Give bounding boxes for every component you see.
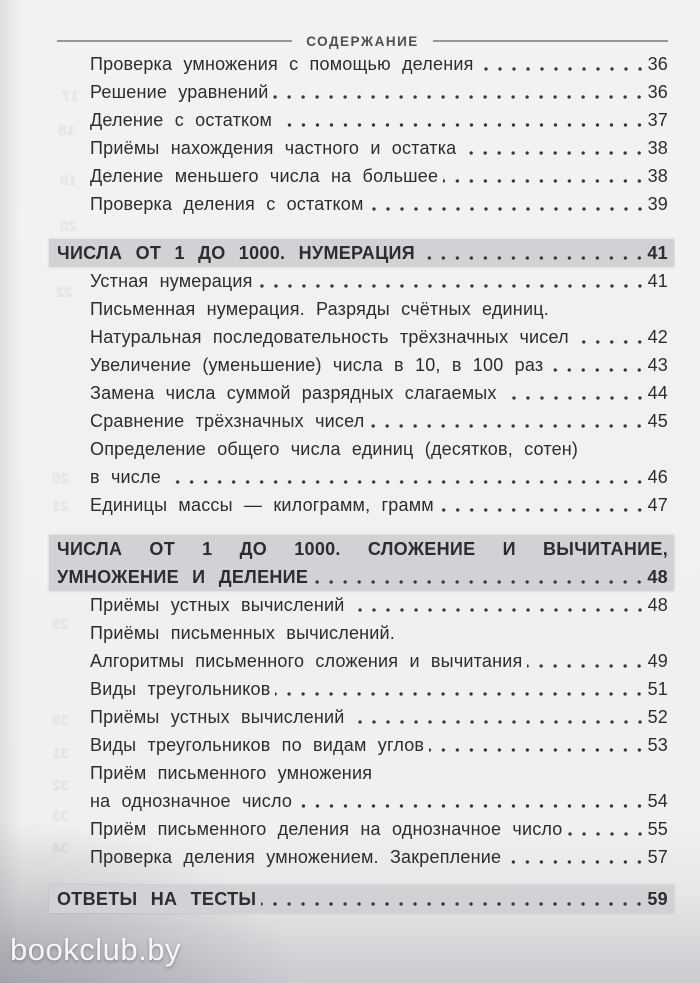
entry-title: УМНОЖЕНИЕ И ДЕЛЕНИЕ <box>57 567 309 587</box>
toc-section <box>57 885 668 913</box>
dot-leader <box>461 134 647 162</box>
toc-entry-row <box>57 323 668 351</box>
entry-page-number: 45 <box>647 411 668 431</box>
dot-leader <box>574 323 648 351</box>
bleedthrough-number: 29 <box>52 616 69 633</box>
entry-title: Виды треугольников по видам углов <box>90 735 425 755</box>
dot-leader <box>261 885 647 913</box>
bleedthrough-number: 17 <box>62 88 79 105</box>
entry-page-number: 43 <box>647 355 668 375</box>
entry-title: Решение уравнений <box>90 82 269 102</box>
entry-title: Проверка умножения с помощью деления <box>90 54 474 74</box>
dot-leader <box>548 351 647 379</box>
entry-page-number: 54 <box>647 791 668 811</box>
entry-page-number: 41 <box>647 271 668 291</box>
bleedthrough-number: 22 <box>56 284 73 301</box>
bleedthrough-number: 32 <box>52 777 69 794</box>
entry-title: в числе <box>90 467 161 487</box>
section-heading-highlight <box>49 535 674 591</box>
toc-entry-row: Определение общего числа единиц (десятков, сотен) <box>90 439 579 459</box>
toc-entry-row: Приёмы письменных вычислений. <box>90 623 396 643</box>
bleedthrough-number: 21 <box>52 498 69 515</box>
entry-title: Приёмы нахождения частного и остатка <box>90 138 457 158</box>
dot-leader <box>277 106 647 134</box>
toc-entry-row <box>57 78 668 106</box>
toc-entry-row: Приём письменного умножения <box>90 763 373 783</box>
entry-page-number: 37 <box>647 110 668 130</box>
bleedthrough-number: 20 <box>60 218 77 235</box>
entry-page-number: 57 <box>647 847 668 867</box>
toc-entry-row <box>57 703 668 731</box>
entry-page-number: 51 <box>647 679 668 699</box>
entry-title: Устная нумерация <box>90 271 253 291</box>
toc-entry-row: Письменная нумерация. Разряды счётных единиц. <box>90 299 549 319</box>
toc-entry-row <box>57 815 668 843</box>
entry-page-number: 48 <box>647 595 668 615</box>
entry-page-number: 39 <box>647 194 668 214</box>
dot-leader <box>350 703 648 731</box>
toc-entry-row <box>57 267 668 295</box>
entry-page-number: 44 <box>647 383 668 403</box>
dot-leader <box>439 491 648 519</box>
entry-page-number: 38 <box>647 138 668 158</box>
watermark: bookclub.by <box>10 932 181 967</box>
entry-title: Приёмы устных вычислений <box>90 595 345 615</box>
entry-page-number: 36 <box>647 82 668 102</box>
toc-entry-row <box>57 463 668 491</box>
toc-section <box>57 239 668 519</box>
toc-entry-row <box>57 106 668 134</box>
entry-page-number: 53 <box>647 735 668 755</box>
dot-leader <box>502 379 648 407</box>
toc-content <box>57 0 668 913</box>
entry-page-number: 59 <box>647 889 668 909</box>
toc-entry-row <box>57 675 668 703</box>
toc-entry-row <box>57 351 668 379</box>
entry-title: Увеличение (уменьшение) числа в 10, в 100 раз <box>90 355 544 375</box>
entry-page-number: 36 <box>647 54 668 74</box>
toc-section <box>57 535 668 871</box>
entry-page-number: 52 <box>647 707 668 727</box>
dot-leader <box>527 647 647 675</box>
entry-title: Деление меньшего числа на большее <box>90 166 439 186</box>
toc-entry-row <box>57 379 668 407</box>
entry-title: Проверка деления умножением. Закрепление <box>90 847 502 867</box>
entry-title: Виды треугольников <box>90 679 271 699</box>
bleedthrough-number: 34 <box>52 840 69 857</box>
toc-entry-row <box>57 407 668 435</box>
dot-leader <box>273 78 647 106</box>
toc-entry-row <box>57 50 668 78</box>
bleedthrough-number: 19 <box>60 172 77 189</box>
dot-leader <box>258 267 648 295</box>
dot-leader <box>429 731 647 759</box>
toc-heading-row <box>57 239 668 267</box>
entry-page-number: 47 <box>647 495 668 515</box>
header-rule-right <box>433 40 668 42</box>
section-heading-highlight <box>49 885 674 913</box>
dot-leader <box>369 190 648 218</box>
dot-leader <box>313 563 647 591</box>
entry-page-number: 41 <box>647 243 668 263</box>
toc-entry-row <box>57 134 668 162</box>
entry-title: Деление с остатком <box>90 110 273 130</box>
dot-leader <box>443 162 647 190</box>
header-rule-left <box>57 40 292 42</box>
entry-page-number: 38 <box>647 166 668 186</box>
toc-entry-row <box>57 787 668 815</box>
dot-leader <box>568 815 648 843</box>
dot-leader <box>297 787 647 815</box>
bleedthrough-number: 31 <box>52 745 69 762</box>
section-heading-highlight <box>49 239 674 267</box>
dot-leader <box>350 591 648 619</box>
entry-title: Приёмы устных вычислений <box>90 707 345 727</box>
entry-title: Проверка деления с остатком <box>90 194 364 214</box>
entry-title: Сравнение трёхзначных чисел <box>90 411 365 431</box>
entry-title: Единицы массы — килограмм, грамм <box>90 495 434 515</box>
toc-entry-row <box>57 162 668 190</box>
entry-title: на однозначное число <box>90 791 293 811</box>
toc-heading-row <box>57 563 668 591</box>
toc-entry-row <box>57 731 668 759</box>
toc-heading-row <box>57 885 668 913</box>
bleedthrough-number: 33 <box>52 808 69 825</box>
toc-heading-row: ЧИСЛА ОТ 1 ДО 1000. СЛОЖЕНИЕ И ВЫЧИТАНИЕ, <box>57 539 668 559</box>
dot-leader <box>166 463 648 491</box>
dot-leader <box>420 239 647 267</box>
entry-title: Замена числа суммой разрядных слагаемых <box>90 383 497 403</box>
dot-leader <box>479 50 648 78</box>
toc-entry-row <box>57 591 668 619</box>
entry-page-number: 49 <box>647 651 668 671</box>
entry-title: Приём письменного деления на однозначное число <box>90 819 563 839</box>
entry-title: ЧИСЛА ОТ 1 ДО 1000. НУМЕРАЦИЯ <box>57 243 415 263</box>
entry-page-number: 46 <box>647 467 668 487</box>
toc-list <box>57 50 668 913</box>
toc-header <box>57 32 668 50</box>
entry-title: ОТВЕТЫ НА ТЕСТЫ <box>57 889 257 909</box>
toc-entry-row <box>57 647 668 675</box>
entry-title: Натуральная последовательность трёхзначных чисел <box>90 327 569 347</box>
entry-page-number: 48 <box>647 567 668 587</box>
dot-leader <box>275 675 647 703</box>
toc-section <box>57 50 668 218</box>
page-title: СОДЕРЖАНИЕ <box>306 33 419 49</box>
entry-page-number: 42 <box>647 327 668 347</box>
bleedthrough-number: 18 <box>58 122 75 139</box>
toc-entry-row <box>57 843 668 871</box>
toc-entry-row <box>57 491 668 519</box>
bleedthrough-number: 20 <box>52 470 69 487</box>
bleedthrough-number: 30 <box>52 712 69 729</box>
toc-entry-row <box>57 190 668 218</box>
entry-title: Алгоритмы письменного сложения и вычитания <box>90 651 523 671</box>
dot-leader <box>506 843 647 871</box>
entry-page-number: 55 <box>647 819 668 839</box>
dot-leader <box>369 407 647 435</box>
